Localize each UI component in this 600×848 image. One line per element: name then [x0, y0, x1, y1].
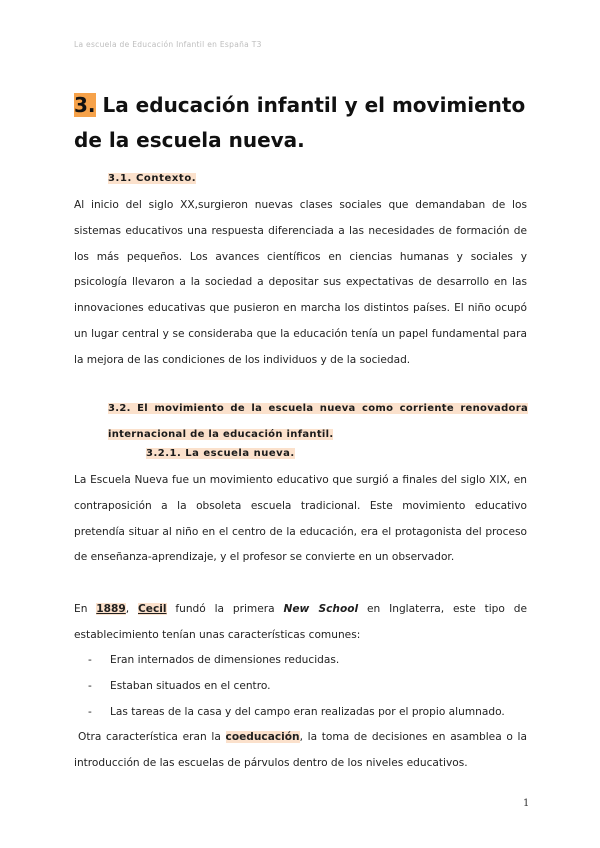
- running-header: La escuela de Educación Infantil en España T3: [74, 40, 262, 49]
- list-item: [88, 674, 528, 700]
- list-item: [88, 648, 528, 674]
- para-text: en Inglaterra, este tipo de establecimiento tenían unas características comunes:: [74, 603, 527, 641]
- page-number: 1: [523, 798, 530, 809]
- para-text: ,: [125, 603, 139, 615]
- coeducacion-paragraph: [74, 725, 527, 777]
- para-text: , la toma de decisiones en asamblea o la introducción de las escuelas de párvulos dentro de los niveles educativos.: [74, 731, 527, 769]
- page-title: [74, 88, 544, 158]
- list-item-text: Las tareas de la casa y del campo eran realizadas por el propio alumnado.: [110, 705, 505, 718]
- section-3-2-heading-text: 3.2. El movimiento de la escuela nueva como corriente renovadora internacional de la educación infantil.: [108, 403, 528, 440]
- dash-marker: -: [88, 654, 92, 666]
- list-item-text: Eran internados de dimensiones reducidas.: [110, 654, 340, 666]
- section-3-2-heading: [108, 396, 528, 448]
- section-3-1-paragraph: Al inicio del siglo XX,surgieron nuevas clases sociales que demandaban de los sistemas educativos una respuesta diferenciada a las necesidades de formación de los más pequeños. Los avances científicos en ciencias humanas y sociales y psicología llevaron a la sociedad a depositar sus expectativas de desarrollo en las innovaciones educativas que pusieron en marcha los distintos países. El niño ocupó un lugar central y se consideraba que la educación tenía un papel fundamental para la mejora de las condiciones de los individuos y de la sociedad.: [74, 199, 527, 366]
- new-school-term: New School: [283, 603, 359, 615]
- title-number: 3.: [74, 93, 96, 117]
- person-cecil: Cecil: [138, 603, 167, 615]
- new-school-paragraph: [74, 597, 527, 649]
- dash-marker: -: [88, 679, 92, 692]
- list-item-text: Estaban situados en el centro.: [110, 679, 271, 692]
- section-3-1-heading-text: 3.1. Contexto.: [108, 173, 197, 184]
- dash-marker: -: [88, 705, 92, 718]
- characteristics-list: [88, 648, 528, 725]
- list-item: [88, 700, 528, 726]
- section-3-2-1-heading: [146, 448, 295, 459]
- para-text: Otra característica eran la: [78, 731, 226, 743]
- title-text: La educación infantil y el movimiento de la escuela nueva.: [74, 93, 526, 152]
- coeducacion-term: coeducación: [225, 731, 300, 743]
- para-text: fundó la primera: [166, 603, 284, 615]
- section-3-1-heading: [108, 173, 196, 184]
- year-1889: 1889: [96, 603, 126, 615]
- section-3-2-1-heading-text: 3.2.1. La escuela nueva.: [146, 448, 295, 459]
- escuela-nueva-paragraph: La Escuela Nueva fue un movimiento educativo que surgió a finales del siglo XIX, en contraposición a la obsoleta escuela tradicional. Este movimiento educativo pretendía situar al niño en el centro de la educación, era el protagonista del proceso de enseñanza-aprendizaje, y el profesor se convierte en un observador.: [74, 474, 527, 564]
- para-text: En: [74, 603, 97, 615]
